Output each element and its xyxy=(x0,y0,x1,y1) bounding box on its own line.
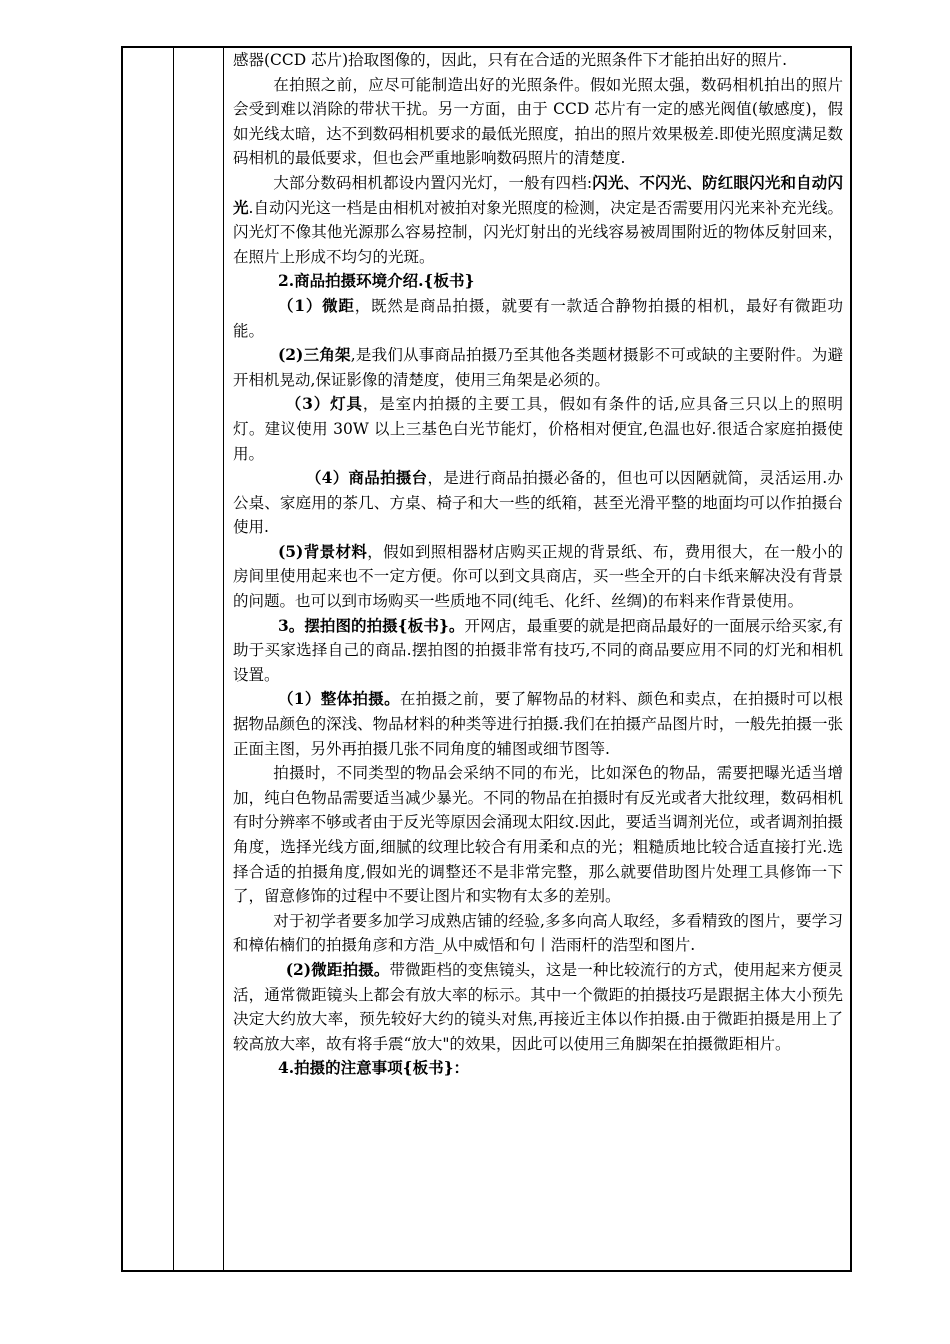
section-heading xyxy=(233,614,843,688)
paragraph-text: 开网店，最重要的就是把商品最好的一面展示给买家,有助于买家选择自己的商品.摆拍图的拍摄非常有技巧,不同的商品要应用不同的灯光和相机设置。 xyxy=(233,616,843,684)
bold-text: (5)背景材料 xyxy=(277,541,368,561)
paragraph-text: 拍摄时，不同类型的物品会采纳不同的布光，比如深色的物品，需要把曝光适当增加，纯白色物品需要适当减少暴光。不同的物品在拍摄时有反光或者大批纹理，数码相机有时分辨率不够或者由于反光等原因会涌现太阳纹.因此，要适当调剂光位，或者调剂拍摄角度，选择光线方面,细腻的纹理比较合有用柔和点的光；粗糙质地比较合适直接打光.选择合适的拍摄角度,假如光的调整还不是非常完整，那么就要借助图片处理工具修饰一下了，留意修饰的过程中不要让图片和实物有太多的差别。 xyxy=(233,764,843,906)
paragraph xyxy=(233,540,843,614)
bold-text: 闪光、不闪光、防红眼闪光和自动闪光 xyxy=(233,172,843,217)
section-heading xyxy=(233,269,843,294)
section-heading xyxy=(233,1056,843,1081)
paragraph-text: ，是进行商品拍摄必备的，但也可以因陋就简，灵活运用.办公桌、家庭用的茶几、方桌、椅子和大一些的纸箱，甚至光滑平整的地面均可以作拍摄台使用. xyxy=(233,469,843,537)
bold-text: （1）微距 xyxy=(277,295,355,315)
paragraph xyxy=(233,48,843,73)
paragraph-text: 对于初学者要多加学习成熟店铺的经验,多多向高人取经，多看精致的图片，要学习和樟佑楠们的拍摄角彦和方浩_从中威悟和句丨浩雨杆的浩型和图片. xyxy=(233,911,843,955)
bold-text: （1）整体拍摄。 xyxy=(277,689,400,709)
paragraph-text: 带微距档的变焦镜头，这是一种比较流行的方式，使用起来方便灵活，通常微距镜头上都会有放大率的标示。其中一个微距的拍摄技巧是跟据主体大小预先决定大约放大率，预先较好大约的镜头对焦,再接近主体以作拍摄.由于微距拍摄是用上了较高放大率，故有将手震“放大"的效果，因此可以使用三角脚架在拍摄微距相片。 xyxy=(233,960,843,1053)
lesson-content xyxy=(233,48,843,1081)
paragraph-text: .自动闪光这一档是由相机对被拍对象光照度的检测，决定是否需要用闪光来补充光线。闪光灯不像其他光源那么容易控制，闪光灯射出的光线容易被周围附近的物体反射回来，在照片上形成不均匀的光斑。 xyxy=(233,198,843,266)
column-divider xyxy=(173,48,174,1270)
heading-text: 4.拍摄的注意事项{板书}： xyxy=(277,1058,470,1078)
paragraph-text: ，既然是商品拍摄，就要有一款适合静物拍摄的相机，最好有微距功能。 xyxy=(233,296,843,340)
lesson-table xyxy=(121,46,852,1272)
paragraph xyxy=(233,761,843,909)
paragraph-text: 感器(CCD 芯片)拾取图像的，因此，只有在合适的光照条件下才能拍出好的照片. xyxy=(233,51,788,69)
paragraph xyxy=(233,687,843,761)
bold-text: （4）商品拍摄台 xyxy=(305,468,428,488)
heading-text: 3。摆拍图的拍摄{板书}。 xyxy=(277,615,465,635)
paragraph xyxy=(233,73,843,171)
paragraph xyxy=(233,294,843,343)
paragraph xyxy=(233,958,843,1056)
paragraph-text: ,是我们从事商品拍摄乃至其他各类题材摄影不可或缺的主要附件。为避开相机晃动,保证影像的清楚度，使用三角架是必须的。 xyxy=(233,346,844,389)
paragraph-text: ，是室内拍摄的主要工具，假如有条件的话,应具备三只以上的照明灯。建议使用 30W 以上三基色白光节能灯，价格相对便宜,色温也好.很适合家庭拍摄使用。 xyxy=(233,395,843,463)
paragraph xyxy=(233,171,843,269)
heading-text: 2.商品拍摄环境介绍.{板书} xyxy=(277,271,475,291)
paragraph-text: 大部分数码相机都设内置闪光灯，一般有四档: xyxy=(273,173,593,192)
column-divider xyxy=(223,48,224,1270)
bold-text: (2)三角架 xyxy=(277,345,351,365)
paragraph-text: ，假如到照相器材店购买正规的背景纸、布，费用很大，在一般小的房间里使用起来也不一定方便。你可以到文具商店，买一些全开的白卡纸来解决没有背景的问题。也可以到市场购买一些质地不同(纯毛、化纤、丝绸)的布料来作背景使用。 xyxy=(233,542,843,611)
paragraph-text: 在拍摄之前，要了解物品的材料、颜色和卖点，在拍摄时可以根据物品颜色的深浅、物品材料的种类等进行拍摄.我们在拍摄产品图片时，一般先拍摄一张正面主图，另外再拍摄几张不同角度的辅图或细节图等. xyxy=(233,690,843,758)
paragraph xyxy=(233,392,843,466)
bold-text: (2)微距拍摄。 xyxy=(285,959,390,979)
paragraph-text: 在拍照之前，应尽可能制造出好的光照条件。假如光照太强，数码相机拍出的照片会受到难以消除的带状干扰。另一方面，由于 CCD 芯片有一定的感光阀值(敏感度)，假如光线太暗，达不到数码相机要求的最低光照度，拍出的照片效果极差.即使光照度满足数码相机的最低要求，但也会严重地影响数码照片的清楚度. xyxy=(233,75,843,168)
bold-text: （3）灯具 xyxy=(285,394,363,414)
paragraph xyxy=(233,343,843,392)
paragraph xyxy=(233,909,843,958)
paragraph xyxy=(233,466,843,540)
